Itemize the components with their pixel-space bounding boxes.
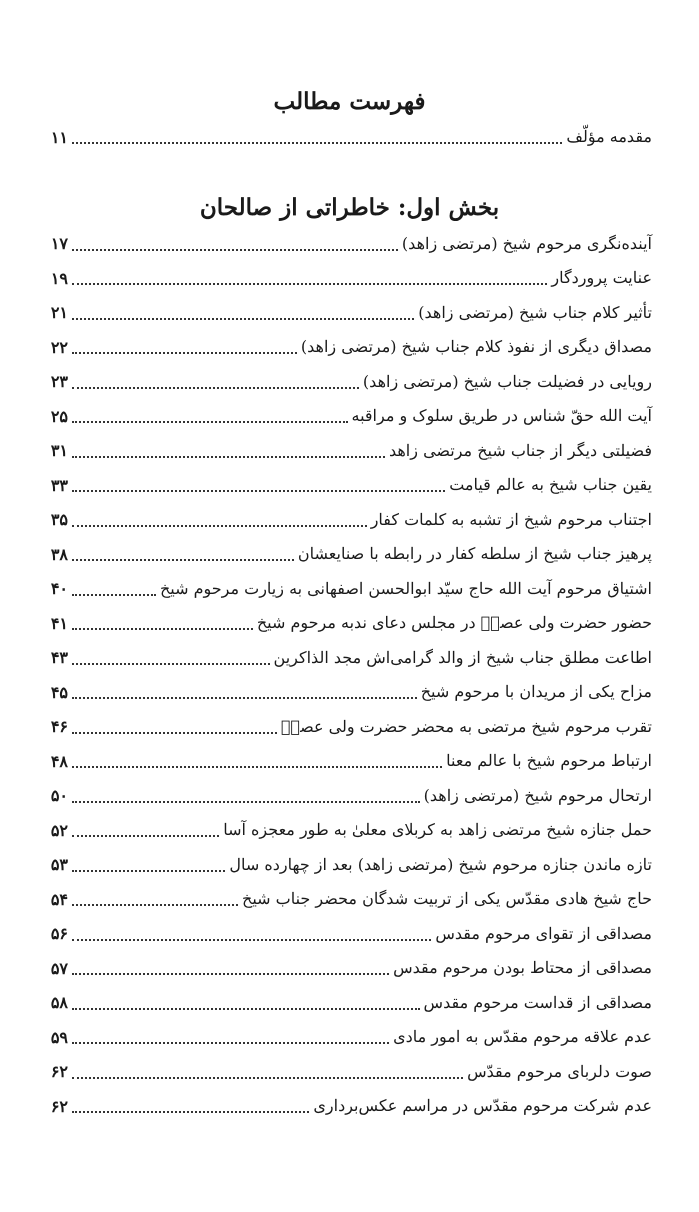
toc-entry[interactable] <box>38 434 652 469</box>
leader-dots <box>72 973 389 975</box>
leader-dots <box>72 525 367 527</box>
leader-dots <box>72 870 225 872</box>
leader-dots <box>72 456 385 458</box>
toc-entry[interactable] <box>38 572 652 607</box>
section-title: بخش اول: خاطراتی از صالحان <box>199 193 500 221</box>
toc-entry[interactable] <box>38 365 652 400</box>
toc-entry[interactable] <box>38 917 652 952</box>
toc-entry-label: عدم علاقه مرحوم مقدّس به امور مادی <box>393 1027 652 1047</box>
toc-entry-page: ۲۲ <box>50 337 68 357</box>
leader-dots <box>72 1077 463 1079</box>
leader-dots <box>72 142 562 144</box>
toc-entry-page: ۵۷ <box>50 958 68 978</box>
toc-entry[interactable] <box>38 1020 652 1055</box>
toc-entry-page: ۱۷ <box>50 234 68 254</box>
toc-entry-page: ۵۴ <box>50 889 68 909</box>
toc-entry[interactable] <box>38 1055 652 1090</box>
leader-dots <box>72 421 348 423</box>
toc-entry[interactable] <box>38 641 652 676</box>
toc-entry[interactable] <box>38 606 652 641</box>
toc-entry-page: ۳۸ <box>50 544 68 564</box>
toc-entry-label: پرهیز جناب شیخ از سلطه کفار در رابطه با صنایعشان <box>297 544 652 564</box>
toc-entry-label: عدم شرکت مرحوم مقدّس در مراسم عکس‌برداری <box>313 1096 652 1116</box>
toc-entry-page: ۳۵ <box>50 510 68 530</box>
spacer <box>0 155 699 189</box>
toc-entry[interactable] <box>38 813 652 848</box>
toc-entry-page: ۵۳ <box>50 855 68 875</box>
leader-dots <box>72 663 270 665</box>
leader-dots <box>72 594 156 596</box>
toc-entry-page: ۵۶ <box>50 924 68 944</box>
leader-dots <box>72 387 359 389</box>
toc-entry-label: رویایی در فضیلت جناب شیخ (مرتضی زاهد) <box>362 371 652 391</box>
toc-entry-label: مصداقی از تقوای مرحوم مقدس <box>435 923 652 943</box>
toc-entry-page: ۳۱ <box>50 441 68 461</box>
toc-title: فهرست مطالب <box>273 88 426 115</box>
toc-entry-page: ۵۰ <box>50 786 68 806</box>
toc-entry-page: ۲۱ <box>50 303 68 323</box>
toc-entry-label: آینده‌نگری مرحوم شیخ (مرتضی زاهد) <box>401 233 652 253</box>
toc-entry[interactable] <box>38 261 652 296</box>
toc-entry-label: مصداقی از قداست مرحوم مقدس <box>423 992 652 1012</box>
toc-entry[interactable] <box>38 1089 652 1124</box>
leader-dots <box>72 766 442 768</box>
leader-dots <box>72 352 297 354</box>
toc-entry-label: مصداق دیگری از نفوذ کلام جناب شیخ (مرتضی زاهد) <box>300 337 652 357</box>
toc-entry-label: ارتحال مرحوم شیخ (مرتضی زاهد) <box>423 785 652 805</box>
toc-entry-label: ارتباط مرحوم شیخ با عالم معنا <box>446 751 652 771</box>
leader-dots <box>72 628 253 630</box>
toc-entry-label: آیت الله حقّ شناس در طریق سلوک و مراقبه <box>351 406 652 426</box>
leader-dots <box>72 249 398 251</box>
toc-entry[interactable] <box>38 744 652 779</box>
leader-dots <box>72 490 445 492</box>
toc-entry-label: فضیلتی دیگر از جناب شیخ مرتضی زاهد <box>388 440 652 460</box>
toc-entry-intro[interactable] <box>38 120 652 155</box>
toc-entry[interactable] <box>38 951 652 986</box>
toc-entry-page: ۱۹ <box>50 268 68 288</box>
toc-entry-page: ۴۸ <box>50 751 68 771</box>
toc-entry-page: ۵۸ <box>50 993 68 1013</box>
toc-entry-page: ۴۳ <box>50 648 68 668</box>
toc-entry[interactable] <box>38 330 652 365</box>
toc-entry-label: مزاح یکی از مریدان با مرحوم شیخ <box>420 682 652 702</box>
toc-entry[interactable] <box>38 537 652 572</box>
toc-entry-page: ۵۲ <box>50 820 68 840</box>
toc-entry[interactable] <box>38 882 652 917</box>
leader-dots <box>72 318 414 320</box>
leader-dots <box>72 697 417 699</box>
leader-dots <box>72 559 294 561</box>
toc-entry[interactable] <box>38 675 652 710</box>
toc-entry-page: ۴۰ <box>50 579 68 599</box>
toc-entry-page: ۲۵ <box>50 406 68 426</box>
leader-dots <box>72 732 277 734</box>
toc-entry[interactable] <box>38 710 652 745</box>
toc-entry-label: حاج شیخ هادی مقدّس یکی از تربیت شدگان محضر جناب شیخ <box>241 889 652 909</box>
toc-entry-label: تازه ماندن جنازه مرحوم شیخ (مرتضی زاهد) بعد از چهارده سال <box>229 854 652 874</box>
toc-entry[interactable] <box>38 848 652 883</box>
toc-entry-label: حضور حضرت ولی عصرؑ در مجلس دعای ندبه مرحوم شیخ <box>256 613 652 633</box>
leader-dots <box>72 283 547 285</box>
toc-entries <box>0 227 699 1124</box>
toc-entry[interactable] <box>38 399 652 434</box>
toc-entry-label: اشتیاق مرحوم آیت الله حاج سیّد ابوالحسن اصفهانی به زیارت مرحوم شیخ <box>159 578 652 598</box>
toc-entry[interactable] <box>38 986 652 1021</box>
leader-dots <box>72 801 420 803</box>
toc-entry[interactable] <box>38 468 652 503</box>
leader-dots <box>72 1008 420 1010</box>
leader-dots <box>72 835 219 837</box>
toc-entry-label: تقرب مرحوم شیخ مرتضی به محضر حضرت ولی عصرؑ <box>280 716 652 736</box>
toc-entry-page: ۶۲ <box>50 1096 68 1116</box>
toc-entry[interactable] <box>38 296 652 331</box>
leader-dots <box>72 904 238 906</box>
toc-entry-label: اجتناب مرحوم شیخ از تشبه به کلمات کفار <box>370 509 652 529</box>
toc-entry-label: صوت دلربای مرحوم مقدّس <box>467 1061 652 1081</box>
toc-entry-label: مصداقی از محتاط بودن مرحوم مقدس <box>393 958 652 978</box>
toc-entry-label: عنایت پروردگار <box>551 268 652 288</box>
toc-entry-label: یقین جناب شیخ به عالم قیامت <box>449 475 652 495</box>
toc-entry-page: ۵۹ <box>50 1027 68 1047</box>
leader-dots <box>72 1042 389 1044</box>
toc-entry-page: ۴۵ <box>50 682 68 702</box>
toc-entry-label: اطاعت مطلق جناب شیخ از والد گرامی‌اش مجد الذاکرین <box>273 647 652 667</box>
toc-entry[interactable] <box>38 227 652 262</box>
toc-entry-page: ۳۳ <box>50 475 68 495</box>
toc-entry[interactable] <box>38 503 652 538</box>
toc-entry-page: ۴۱ <box>50 613 68 633</box>
toc-entry-label: تأثیر کلام جناب شیخ (مرتضی زاهد) <box>418 302 652 322</box>
toc-entry-page: ۶۲ <box>50 1062 68 1082</box>
toc-entry-page: ۱۱ <box>50 127 68 147</box>
toc-entry-page: ۲۳ <box>50 372 68 392</box>
toc-entry[interactable] <box>38 779 652 814</box>
toc-entry-label: حمل جنازه شیخ مرتضی زاهد به کربلای معلیٰ به طور معجزه آسا <box>223 820 652 840</box>
leader-dots <box>72 1111 309 1113</box>
leader-dots <box>72 939 431 941</box>
toc-entry-label: مقدمه مؤلّف <box>566 127 652 147</box>
toc-entry-page: ۴۶ <box>50 717 68 737</box>
